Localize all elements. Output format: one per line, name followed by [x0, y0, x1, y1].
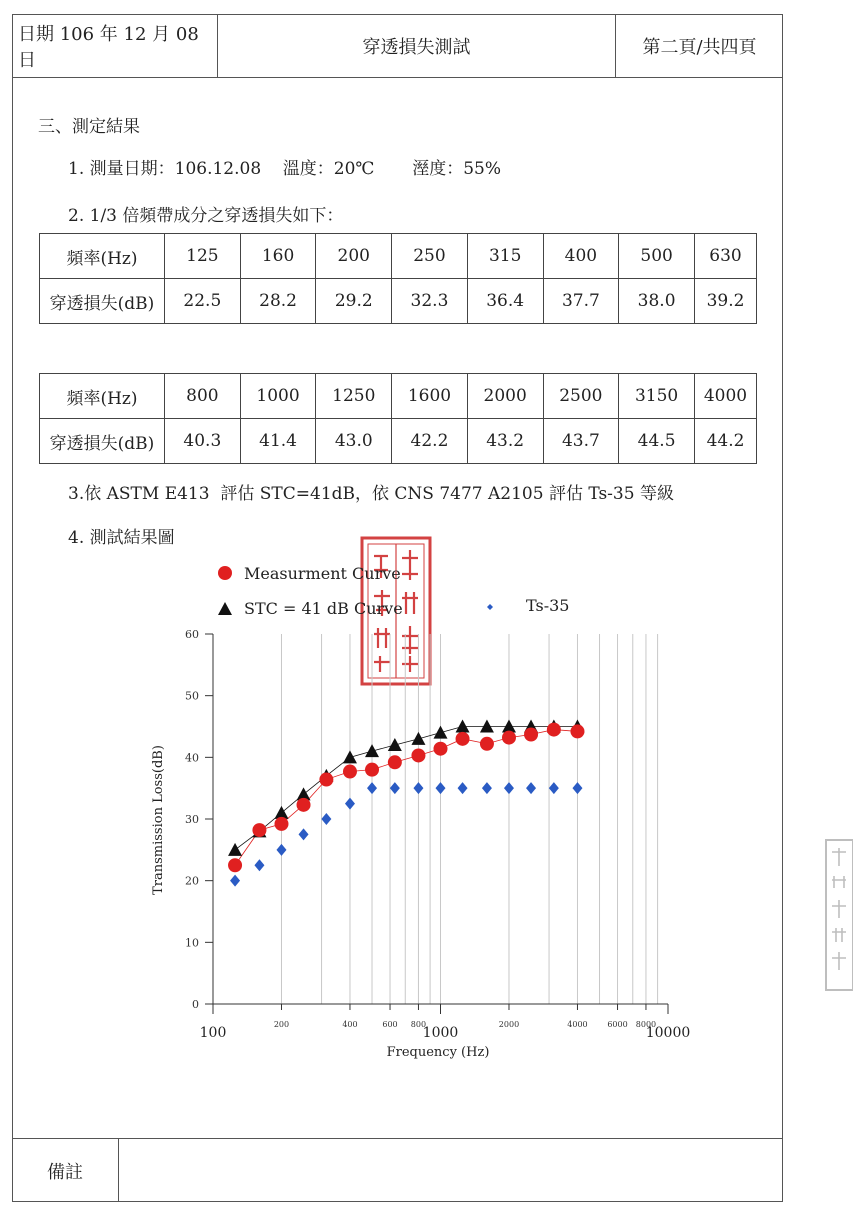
x-minor-tick-label: 8000 — [635, 1020, 657, 1029]
y-tick-label: 20 — [185, 874, 199, 888]
remarks-label: 備註 — [12, 1139, 119, 1202]
stc-point — [480, 720, 494, 733]
stc-point — [411, 732, 425, 745]
measurement-point — [343, 765, 357, 779]
y-tick-label: 30 — [185, 813, 199, 826]
table-cell: 3150 — [619, 374, 695, 419]
ts35-point — [482, 782, 492, 794]
table-cell: 29.2 — [316, 279, 392, 324]
y-tick-label: 60 — [185, 628, 199, 641]
table-cell: 22.5 — [165, 279, 241, 324]
measurement-point — [411, 748, 425, 762]
measurement-point — [388, 755, 402, 769]
row-label: 穿透損失(dB) — [40, 419, 165, 464]
table-cell: 1250 — [316, 374, 392, 419]
measurement-point — [252, 823, 266, 837]
ts35-point — [321, 813, 331, 825]
measurement-point — [297, 798, 311, 812]
y-tick-label: 40 — [185, 751, 199, 765]
stc-point — [228, 843, 242, 856]
table-cell: 160 — [240, 234, 316, 279]
measurement-point — [274, 817, 288, 831]
chart-caption: 4. 測試結果圖 — [68, 528, 175, 548]
x-major-tick-label: 10000 — [645, 1025, 691, 1041]
ts35-point — [549, 782, 559, 794]
legend-marker — [218, 602, 232, 615]
report-date: 日期 106 年 12 月 08 日 — [12, 14, 218, 78]
measurement-point — [319, 773, 333, 787]
table-cell: 41.4 — [240, 419, 316, 464]
y-tick-label: 10 — [185, 936, 199, 950]
ts35-point — [526, 782, 536, 794]
page-indicator: 第二頁/共四頁 — [642, 37, 757, 58]
x-axis-label: Frequency (Hz) — [386, 1045, 490, 1060]
measurement-point — [456, 732, 470, 746]
x-minor-tick-label: 4000 — [567, 1020, 588, 1029]
table-cell: 200 — [316, 234, 392, 279]
table-cell: 500 — [619, 234, 695, 279]
measurement-point — [502, 731, 516, 745]
table-cell: 315 — [467, 234, 543, 279]
stc-point — [343, 750, 357, 763]
table-cell: 1000 — [240, 374, 316, 419]
stc-point — [274, 806, 288, 819]
measurement-point — [480, 737, 494, 751]
table-cell: 32.3 — [392, 279, 468, 324]
table-cell: 1600 — [392, 374, 468, 419]
row-label: 頻率(Hz) — [40, 374, 165, 419]
ts35-point — [345, 798, 355, 810]
y-tick-label: 50 — [185, 689, 199, 703]
ts35-point — [367, 782, 377, 794]
x-minor-tick-label: 600 — [382, 1020, 398, 1029]
measurement-point — [434, 742, 448, 756]
table-cell: 43.2 — [467, 419, 543, 464]
stc-point — [365, 744, 379, 757]
table-cell: 37.7 — [543, 279, 619, 324]
table-cell: 400 — [543, 234, 619, 279]
x-minor-tick-label: 800 — [410, 1020, 427, 1029]
legend-marker — [487, 604, 493, 610]
legend-label: Ts-35 — [526, 596, 570, 615]
x-minor-tick-label: 2000 — [498, 1020, 520, 1029]
table-cell: 2000 — [467, 374, 543, 419]
measurement-conditions: 1. 測量日期：106.12.08 溫度：20℃ 溼度：55% — [68, 159, 502, 179]
row-label: 頻率(Hz) — [40, 234, 165, 279]
side-seal-stamp — [826, 840, 853, 990]
measurement-point — [570, 724, 584, 738]
x-major-tick-label: 100 — [199, 1025, 227, 1041]
y-axis-label: Transmission Loss(dB) — [151, 745, 166, 895]
ts35-point — [390, 782, 400, 794]
stc-rating-statement: 3.依 ASTM E413 評估 STC=41dB，依 CNS 7477 A2105 評估 Ts-35 等級 — [68, 484, 674, 504]
table-cell: 40.3 — [165, 419, 241, 464]
ts35-point — [254, 859, 264, 871]
row-label: 穿透損失(dB) — [40, 279, 165, 324]
x-minor-tick-label: 200 — [273, 1020, 290, 1029]
ts35-point — [458, 782, 468, 794]
ts35-point — [276, 844, 286, 856]
x-minor-tick-label: 400 — [342, 1020, 358, 1029]
measurement-point — [524, 728, 538, 742]
ts35-point — [504, 782, 514, 794]
table-cell: 36.4 — [467, 279, 543, 324]
legend-marker — [218, 566, 232, 580]
table-cell: 44.5 — [619, 419, 695, 464]
table-cell: 630 — [695, 234, 757, 279]
x-minor-tick-label: 6000 — [607, 1020, 628, 1029]
table-cell: 43.0 — [316, 419, 392, 464]
ts35-point — [413, 782, 423, 794]
table-cell: 250 — [392, 234, 468, 279]
table-cell: 43.7 — [543, 419, 619, 464]
measurement-point — [228, 858, 242, 872]
table-cell: 2500 — [543, 374, 619, 419]
measurement-curve-line — [235, 730, 577, 866]
ts35-point — [299, 828, 309, 840]
ts35-point — [436, 782, 446, 794]
report-title: 穿透損失測試 — [218, 14, 616, 78]
table-cell: 44.2 — [695, 419, 757, 464]
remarks-row — [12, 1138, 783, 1202]
legend-label: Measurment Curve — [244, 564, 401, 583]
section-title: 三、測定結果 — [38, 117, 140, 137]
ts35-point — [230, 875, 240, 887]
table-cell: 42.2 — [392, 419, 468, 464]
stc-point — [434, 726, 448, 739]
ts35-point — [572, 782, 582, 794]
table-cell: 38.0 — [619, 279, 695, 324]
table-caption: 2. 1/3 倍頻帶成分之穿透損失如下： — [68, 206, 344, 226]
table-cell: 28.2 — [240, 279, 316, 324]
table-cell: 39.2 — [695, 279, 757, 324]
table-cell: 125 — [165, 234, 241, 279]
y-tick-label: 0 — [192, 998, 199, 1011]
measurement-point — [365, 763, 379, 777]
table-cell: 800 — [165, 374, 241, 419]
measurement-point — [547, 723, 561, 737]
stc-point — [502, 720, 516, 733]
legend-label: STC = 41 dB Curve — [244, 599, 403, 618]
x-major-tick-label: 1000 — [422, 1025, 459, 1041]
stc-point — [456, 720, 470, 733]
table-cell: 4000 — [695, 374, 757, 419]
